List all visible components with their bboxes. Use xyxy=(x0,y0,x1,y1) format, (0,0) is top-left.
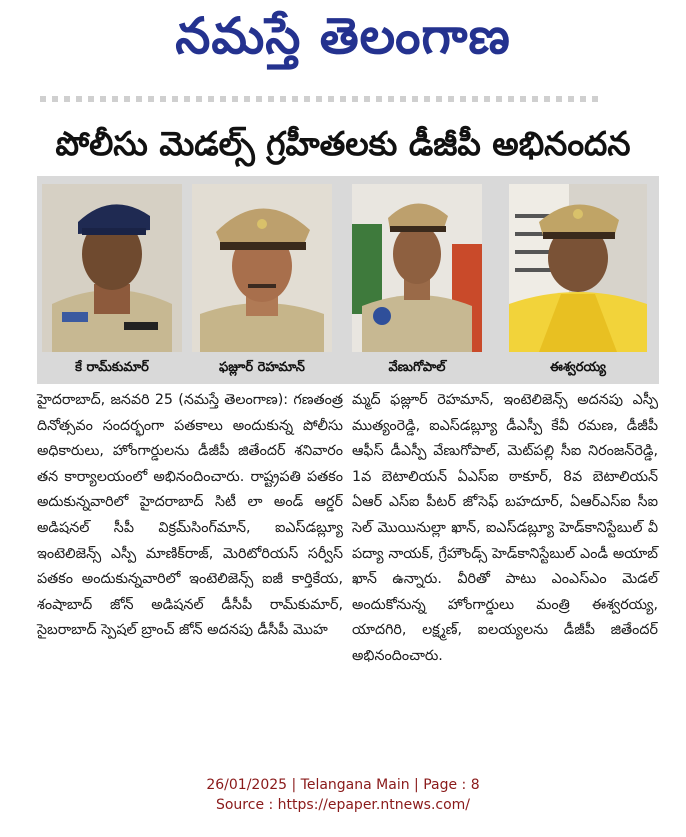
photo-ram-kumar xyxy=(42,184,182,352)
caption-fazlur-rehman: ఫజ్లూర్ రెహమాన్ xyxy=(219,360,305,375)
article-headline: పోలీసు మెడల్స్ గ్రహీతలకు డీజీపీ అభినందన xyxy=(55,124,631,163)
caption-eshwaraiah: ఈశ్వరయ్య xyxy=(550,360,606,375)
portrait-officer-cap xyxy=(192,184,332,352)
article-column-left xyxy=(37,388,343,644)
portrait-officer-cap-plant xyxy=(352,184,482,352)
article-body xyxy=(37,388,659,744)
photo-fazlur-rehman xyxy=(192,184,332,352)
caption-venugopal: వేణుగోపాల్ xyxy=(388,360,446,375)
portrait-officer-beret xyxy=(42,184,182,352)
masthead xyxy=(0,0,686,90)
epaper-footer xyxy=(0,775,686,815)
portrait-officer-shawl xyxy=(509,184,647,352)
article-text-left: హైదరాబాద్, జనవరి 25 (నమస్తే తెలంగాణ): గణతంత్ర దినోత్సవం సందర్భంగా పతకాలు అందుకున్న పోలీసు అధికారులు, హోంగార్డులను డీజీపీ జితేందర్ శనివారం తన కార్యాలయంలో అభినందించారు. రాష్ట్రపతి పతకం అదుకున్నవారిలో హైదరాబాద్ సిటీ లా అండ్ ఆర్డర్ అడిషనల్ సీపీ విక్రమ్‌సింగ్‌మాన్, ఐఎస్‌డబ్ల్యూ ఇంటెలిజెన్స్ ఎస్పీ మాణిక్‌రాజ్, మెరిటోరియస్ సర్వీస్ పతకం అందుకున్నవారిలో ఇంటెలిజెన్స్ ఐజీ కార్తికేయ, శంషాబాద్ జోన్ అడిషనల్ డీసీపీ రామ్‌కుమార్, సైబరాబాద్ స్పెషల్ బ్రాంచ్ జోన్ అదనపు డీసీపీ మొహ xyxy=(37,392,343,639)
newspaper-logo: నమస్తే తెలంగాణ xyxy=(175,7,511,65)
photo-strip xyxy=(37,176,659,384)
clipped-text-line xyxy=(40,96,600,102)
photo-eshwaraiah xyxy=(509,184,647,352)
edition-info: 26/01/2025 | Telangana Main | Page : 8 xyxy=(206,777,480,793)
article-column-right xyxy=(352,388,658,670)
source-link[interactable]: Source : https://epaper.ntnews.com/ xyxy=(215,797,471,813)
article-text-right: మ్మద్ ఫజ్లూర్ రెహమాన్, ఇంటెలిజెన్స్ అదనపు ఎస్పీ ముత్యంరెడ్డి, ఐఎస్‌డబ్ల్యూ డీఎస్పీ కేవీ రమణ, డీజీపీ ఆఫీస్ డీఎస్పీ వేణుగోపాల్, మెట్‌పల్లి సీఐ నిరంజన్‌రెడ్డి, 1వ బెటాలియన్ ఏఎస్‌ఐ ఠాకూర్, 8వ బెటాలియన్ ఏఆర్ ఎస్‌ఐ పీటర్ జోసెఫ్ బహదూర్, ఏఆర్‌ఎస్‌ఐ సీఐ సెల్ మొయినుల్లా ఖాన్, ఐఎస్‌డబ్ల్యూ హెడ్‌కానిస్టేబుల్ వీ పద్యా నాయక్, గ్రేహౌండ్స్ హెడ్‌కానిస్టేబుల్ ఎండీ అయాబ్ ఖాన్ ఉన్నారు. వీరితో పాటు ఎంఎస్ఎం మెడల్ అందుకోనున్న హోంగార్డులు మంత్రి ఈశ్వరయ్య, యాదగిరి, లక్ష్మణ్, ఐలయ్యలను డీజీపీ జితేందర్ అభినందించారు. xyxy=(352,392,658,664)
photo-venugopal xyxy=(352,184,482,352)
caption-ram-kumar: కే రామ్‌కుమార్ xyxy=(75,360,149,375)
